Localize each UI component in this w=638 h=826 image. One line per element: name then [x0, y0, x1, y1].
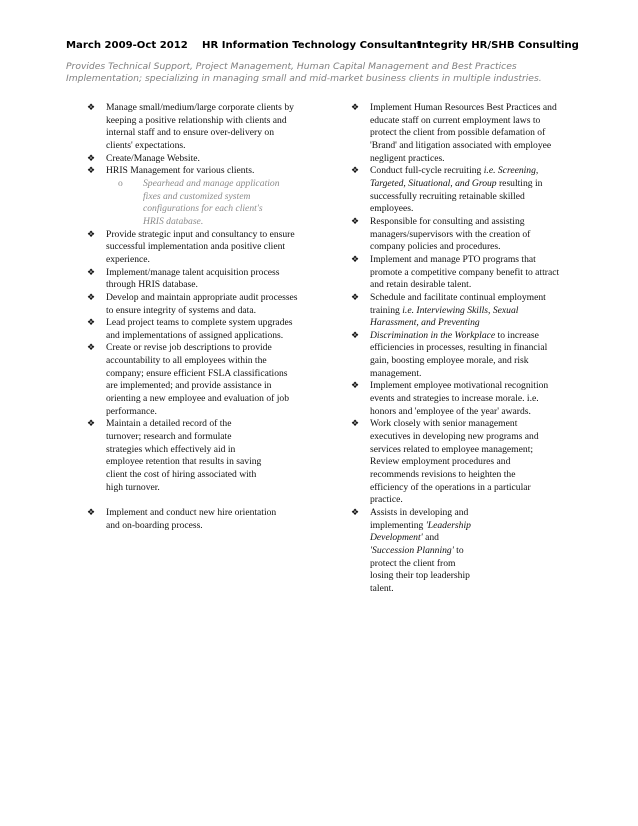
- diamond-bullet-icon: ❖: [87, 103, 96, 113]
- item-text: and: [422, 532, 439, 544]
- item-text: Create/Manage Website.: [106, 152, 200, 164]
- item-emphasis: i.e. Interviewing Skills, Sexual: [402, 304, 519, 316]
- item-text: negligent practices.: [370, 152, 445, 164]
- list-item: [87, 229, 327, 267]
- item-text: clients' expectations.: [106, 139, 186, 151]
- list-item: [351, 165, 596, 216]
- list-item: [87, 102, 327, 153]
- diamond-bullet-icon: ❖: [351, 166, 360, 177]
- item-text: accountability to all employees within the: [106, 355, 267, 367]
- item-text: Responsible for consulting and assisting: [370, 215, 525, 227]
- job-dates: March 2009-Oct 2012: [66, 40, 188, 51]
- item-text: talent.: [370, 582, 394, 594]
- left-responsibilities: [87, 102, 327, 532]
- item-text: Provide strategic input and consultancy to ensure: [106, 228, 295, 240]
- item-text: strategies which effectively aid in: [106, 443, 236, 455]
- item-text: Work closely with senior management: [370, 418, 518, 430]
- diamond-bullet-icon: ❖: [351, 216, 360, 227]
- diamond-bullet-icon: ❖: [351, 381, 360, 392]
- item-text: experience.: [106, 253, 150, 265]
- diamond-bullet-icon: ❖: [87, 343, 96, 354]
- item-text: practice.: [370, 494, 403, 506]
- job-summary: [66, 61, 576, 85]
- list-item: [351, 216, 596, 254]
- diamond-bullet-icon: ❖: [87, 507, 96, 518]
- diamond-bullet-icon: ❖: [351, 419, 360, 430]
- item-text: successful implementation anda positive client: [106, 241, 286, 253]
- diamond-bullet-icon: ❖: [87, 267, 96, 278]
- spacer: [87, 494, 327, 507]
- item-text: Manage small/medium/large corporate clients by: [106, 102, 294, 113]
- list-item: [351, 292, 596, 330]
- item-emphasis: Harassment, and Preventing: [370, 317, 480, 329]
- item-text: Create or revise job descriptions to provide: [106, 342, 272, 354]
- item-text: and on-boarding process.: [106, 519, 203, 531]
- item-text: and retain desirable talent.: [370, 279, 472, 291]
- item-text: Implement/manage talent acquisition process: [106, 266, 280, 278]
- item-text: fixes and customized system: [143, 190, 251, 202]
- list-item: [351, 507, 596, 596]
- item-text: employee retention that results in saving: [106, 456, 262, 468]
- item-text: gain, boosting employee morale, and risk: [370, 355, 529, 367]
- item-text: orienting a new employee and evaluation of job: [106, 393, 290, 405]
- item-text: HRIS Management for various clients.: [106, 165, 255, 177]
- diamond-bullet-icon: ❖: [351, 330, 360, 341]
- diamond-bullet-icon: ❖: [87, 153, 96, 164]
- item-text: resulting in: [496, 177, 543, 189]
- item-text: implementing: [370, 519, 426, 531]
- list-item: [351, 102, 596, 165]
- diamond-bullet-icon: ❖: [87, 318, 96, 329]
- diamond-bullet-icon: ❖: [87, 292, 96, 303]
- list-item: [87, 317, 327, 342]
- item-text: Conduct full-cycle recruiting: [370, 165, 484, 177]
- item-emphasis: 'Leadership: [425, 519, 471, 531]
- item-text: recommends revisions to heighten the: [370, 469, 516, 481]
- item-text: performance.: [106, 405, 157, 417]
- item-text: 'Brand' and litigation associated with employee: [370, 139, 552, 151]
- item-text: turnover; research and formulate: [106, 431, 232, 443]
- diamond-bullet-icon: ❖: [87, 419, 96, 430]
- item-emphasis: Targeted, Situational, and Group: [370, 177, 497, 189]
- list-item: [87, 418, 327, 494]
- list-item: [351, 418, 596, 507]
- item-text: to increase: [495, 329, 539, 341]
- item-emphasis: 'Succession Planning': [370, 544, 454, 556]
- item-text: company; ensure efficient FSLA classifications: [106, 367, 288, 379]
- list-item: [87, 507, 327, 532]
- item-text: honors and 'employee of the year' awards.: [370, 405, 531, 417]
- item-text: and implementations of assigned applications.: [106, 329, 284, 341]
- item-text: Schedule and facilitate continual employment: [370, 291, 546, 303]
- list-item: [351, 254, 596, 292]
- item-text: through HRIS database.: [106, 279, 198, 291]
- diamond-bullet-icon: ❖: [351, 508, 360, 518]
- item-text: Assists in developing and: [370, 507, 469, 518]
- item-text: Implement and conduct new hire orientation: [106, 506, 277, 518]
- item-text: client the cost of hiring associated with: [106, 469, 257, 481]
- circle-bullet-icon: o: [118, 177, 123, 189]
- item-text: configurations for each client's: [143, 203, 263, 215]
- item-text: Implement Human Resources Best Practices and: [370, 102, 557, 113]
- item-text: losing their top leadership: [370, 570, 470, 582]
- summary-line: Provides Technical Support, Project Management, Human Capital Management and Best Practices: [66, 61, 517, 72]
- sub-list-item: [87, 178, 327, 229]
- item-text: efficiencies in processes, resulting in financial: [370, 342, 548, 354]
- item-text: training: [370, 304, 403, 316]
- list-item: [87, 153, 327, 166]
- list-item: [87, 342, 327, 418]
- item-text: promote a competitive company benefit to attract: [370, 266, 560, 278]
- list-item: [87, 267, 327, 292]
- item-text: HRIS database.: [143, 215, 204, 227]
- item-text: protect the client from: [370, 557, 456, 569]
- item-emphasis: Development': [370, 532, 423, 544]
- item-text: to ensure integrity of systems and data.: [106, 304, 257, 316]
- item-text: company policies and procedures.: [370, 241, 501, 253]
- diamond-bullet-icon: ❖: [351, 103, 360, 113]
- list-item: [351, 330, 596, 381]
- diamond-bullet-icon: ❖: [87, 166, 96, 177]
- summary-line: Implementation; specializing in managing small and mid-market business clients in multiple industries.: [66, 73, 542, 85]
- company-name: Integrity HR/SHB Consulting: [418, 40, 579, 51]
- item-text: keeping a positive relationship with clients and: [106, 114, 287, 126]
- item-text: Spearhead and manage application: [143, 177, 280, 189]
- item-text: executives in developing new programs and: [370, 431, 539, 443]
- item-text: managers/supervisors with the creation of: [370, 228, 531, 240]
- item-text: efficiency of the operations in a particular: [370, 481, 531, 493]
- diamond-bullet-icon: ❖: [87, 229, 96, 240]
- item-text: educate staff on current employment laws to: [370, 114, 541, 126]
- list-item: [87, 292, 327, 317]
- item-text: high turnover.: [106, 481, 160, 493]
- item-text: are implemented; and provide assistance in: [106, 380, 272, 392]
- item-text: employees.: [370, 203, 414, 215]
- list-item: [351, 380, 596, 418]
- item-text: Implement and manage PTO programs that: [370, 253, 536, 265]
- diamond-bullet-icon: ❖: [351, 292, 360, 303]
- diamond-bullet-icon: ❖: [351, 254, 360, 265]
- item-text: protect the client from possible defamation of: [370, 127, 546, 139]
- item-text: services related to employee management;: [370, 443, 534, 455]
- item-text: Develop and maintain appropriate audit processes: [106, 291, 298, 303]
- item-text: internal staff and to ensure over-delivery on: [106, 127, 274, 139]
- item-text: Lead project teams to complete system upgrades: [106, 317, 293, 329]
- item-text: management.: [370, 367, 422, 379]
- item-text: successfully recruiting retainable skilled: [370, 190, 525, 202]
- right-responsibilities: [351, 102, 596, 596]
- item-text: to: [453, 544, 464, 556]
- job-title: HR Information Technology Consultant: [202, 40, 422, 51]
- item-emphasis: i.e. Screening,: [483, 165, 539, 177]
- item-text: Maintain a detailed record of the: [106, 418, 232, 430]
- item-text: Implement employee motivational recognition: [370, 380, 549, 392]
- item-text: events and strategies to increase morale. i.e.: [370, 393, 539, 405]
- item-emphasis: Discrimination in the Workplace: [370, 329, 496, 341]
- item-text: Review employment procedures and: [370, 456, 511, 468]
- list-item: [87, 165, 327, 178]
